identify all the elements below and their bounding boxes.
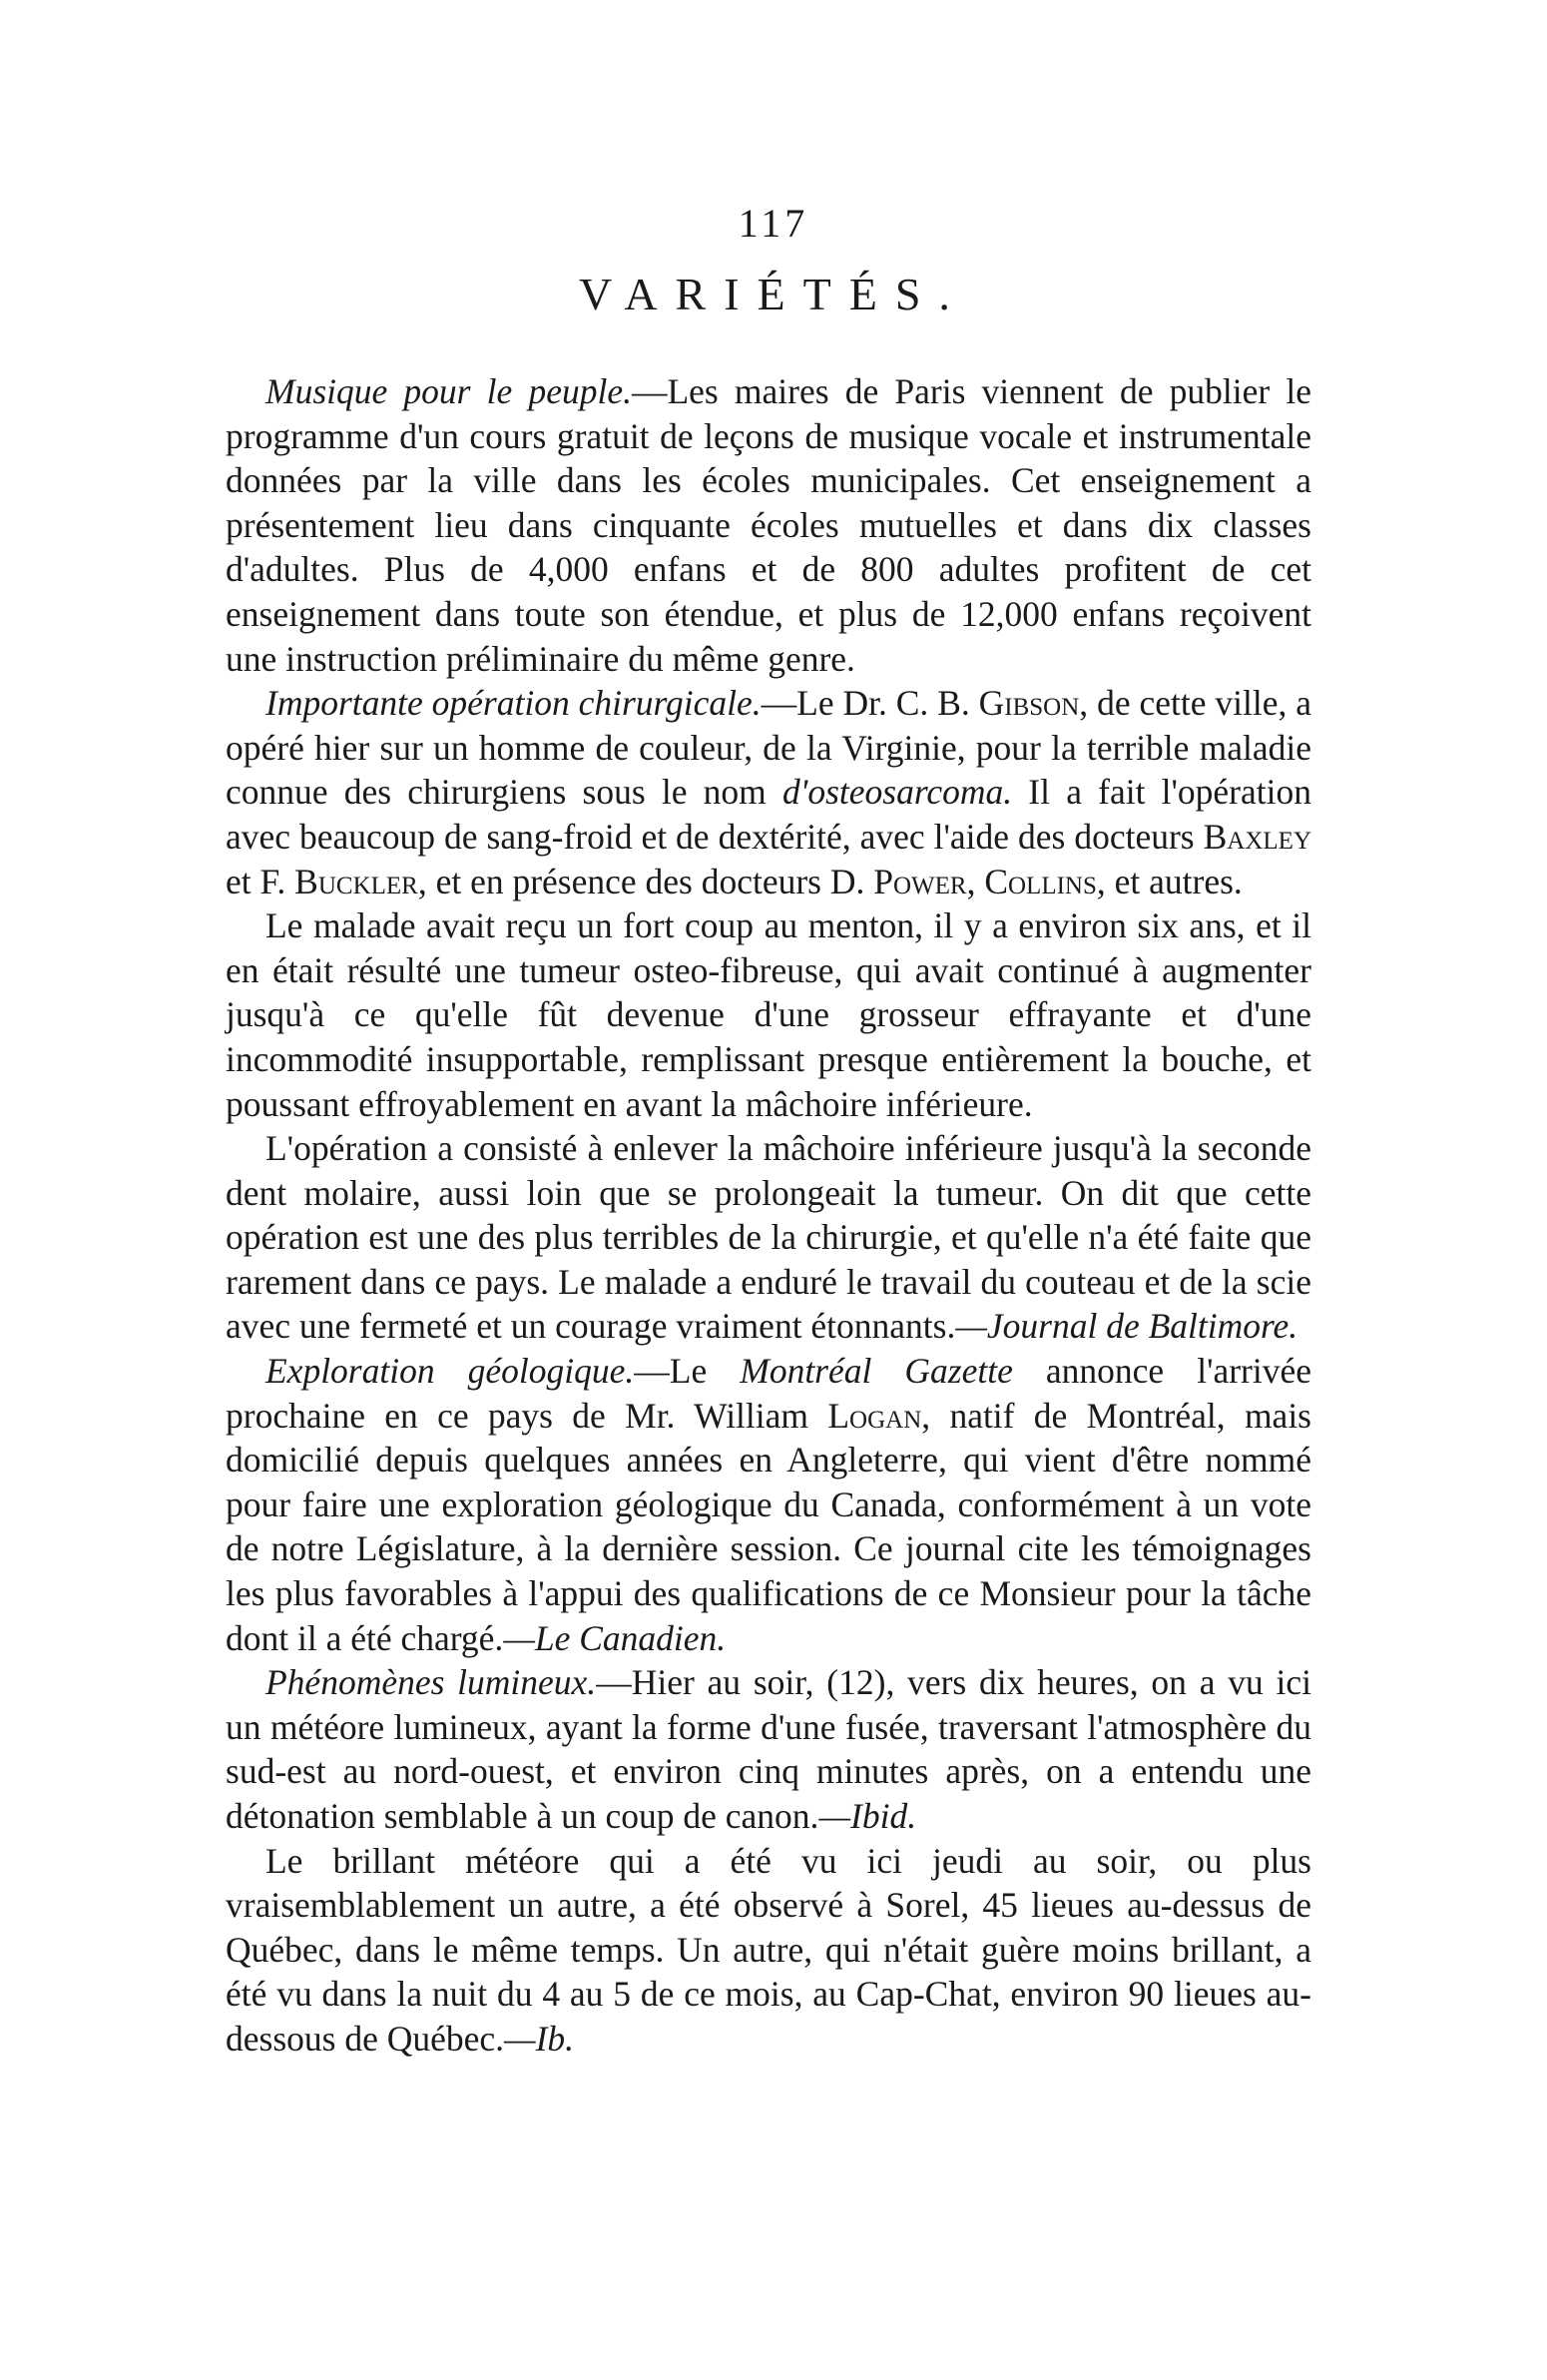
article-paragraph [226,1839,1311,2062]
section-title: VARIÉTÉS. [579,269,968,319]
article-source: —Journal de Baltimore. [955,1306,1298,1347]
article-operation [226,681,1311,903]
article-musique [226,369,1311,681]
person-name: Power [873,861,967,901]
article-rubric: Importante opération chirurgicale. [265,683,762,724]
article-text: , [966,861,985,901]
article-phenomenes [226,1660,1311,1838]
article-text: , et autres. [1096,861,1243,901]
medical-term: d'osteosarcoma. [781,772,1013,813]
article-text: et F. [226,861,295,901]
newspaper-name: Montréal Gazette [740,1351,1013,1392]
article-rubric: Phénomènes lumineux. [265,1662,597,1703]
article-paragraph [226,1126,1311,1349]
article-text: —Hier au soir, (12), vers dix heures, on a vu ici un météore lumineux, ayant la forme d'une fusée, traversant l'atmosphère du sud-est au nord-ouest, et environ cinq minutes après, on a entendu une détonation semblable à un coup de canon. [226,1662,1311,1836]
article-source: —Ibid. [818,1796,917,1836]
article-exploration [226,1349,1311,1660]
article-text: Le brillant météore qui a été vu ici jeudi au soir, ou plus vraisemblablement un autre, a été observé à Sorel, 45 lieues au-dessus de Québec, dans le même temps. Un autre, qui n'était guère moins brillant, a été vu dans la nuit du 4 au 5 de ce mois, au Cap-Chat, environ 90 lieues au-dessous de Québec. [226,1840,1311,2059]
article-text: , natif de Montréal, mais domicilié depuis quelques années en Angleterre, qui vient d'être nommé pour faire une exploration géologique du Canada, conformément à un vote de notre Législature, à la dernière session. Ce journal cite les témoignages les plus favorables à l'appui des qualifications de ce Monsieur pour la tâche dont il a été chargé. [226,1395,1311,1658]
article-text: —Les maires de Paris viennent de publier le programme d'un cours gratuit de leçons de musique vocale et instrumentale données par la ville dans les écoles municipales. Cet enseignement a présentement lieu dans cinquante écoles mutuelles et dans dix classes d'adultes. Plus de 4,000 enfans et de 800 adultes profitent de cet enseignement dans toute son étendue, et plus de 12,000 enfans reçoivent une instruction préliminaire du même genre. [226,371,1311,679]
person-name: Gibson [978,683,1080,724]
person-name: Collins [984,861,1097,901]
person-name: Buckler [294,861,418,901]
page-number: 117 [738,201,809,246]
article-text: Il a fait l'opération avec beaucoup de sang-froid et de dextérité, avec l'aide des docteurs [226,772,1311,857]
person-name: Logan [827,1395,922,1436]
article-rubric: Exploration géologique. [265,1351,635,1392]
article-text: , de cette ville, a opéré hier sur un homme de couleur, de la Virginie, pour la terrible maladie connue des chirurgiens sous le nom [226,683,1311,813]
article-source: —Ib. [504,2018,575,2059]
article-text: —Le [634,1351,741,1392]
article-rubric: Musique pour le peuple. [265,371,632,411]
article-text: L'opération a consisté à enlever la mâchoire inférieure jusqu'à la seconde dent molaire, aussi loin que se prolongeait la tumeur. On dit que cette opération est une des plus terribles de la chirurgie, et qu'elle n'a été faite que rarement dans ce pays. Le malade a enduré le travail du couteau et de la scie avec une fermeté et un courage vraiment étonnants. [226,1128,1311,1347]
article-text: , et en présence des docteurs D. [417,861,874,901]
article-text: —Le Dr. C. B. [761,683,979,724]
article-text: annonce l'arrivée prochaine en ce pays de Mr. William [226,1351,1311,1436]
person-name: Baxley [1203,816,1311,857]
body-text [226,369,1311,2062]
article-source: —Le Canadien. [503,1617,727,1658]
article-paragraph: Le malade avait reçu un fort coup au menton, il y a environ six ans, et il en était résulté une tumeur osteo-fibreuse, qui avait continué à augmenter jusqu'à ce qu'elle fût devenue d'une grosseur effrayante et d'une incommodité insupportable, remplissant presque entièrement la bouche, et poussant effroyablement en avant la mâchoire inférieure. [226,905,1311,1124]
